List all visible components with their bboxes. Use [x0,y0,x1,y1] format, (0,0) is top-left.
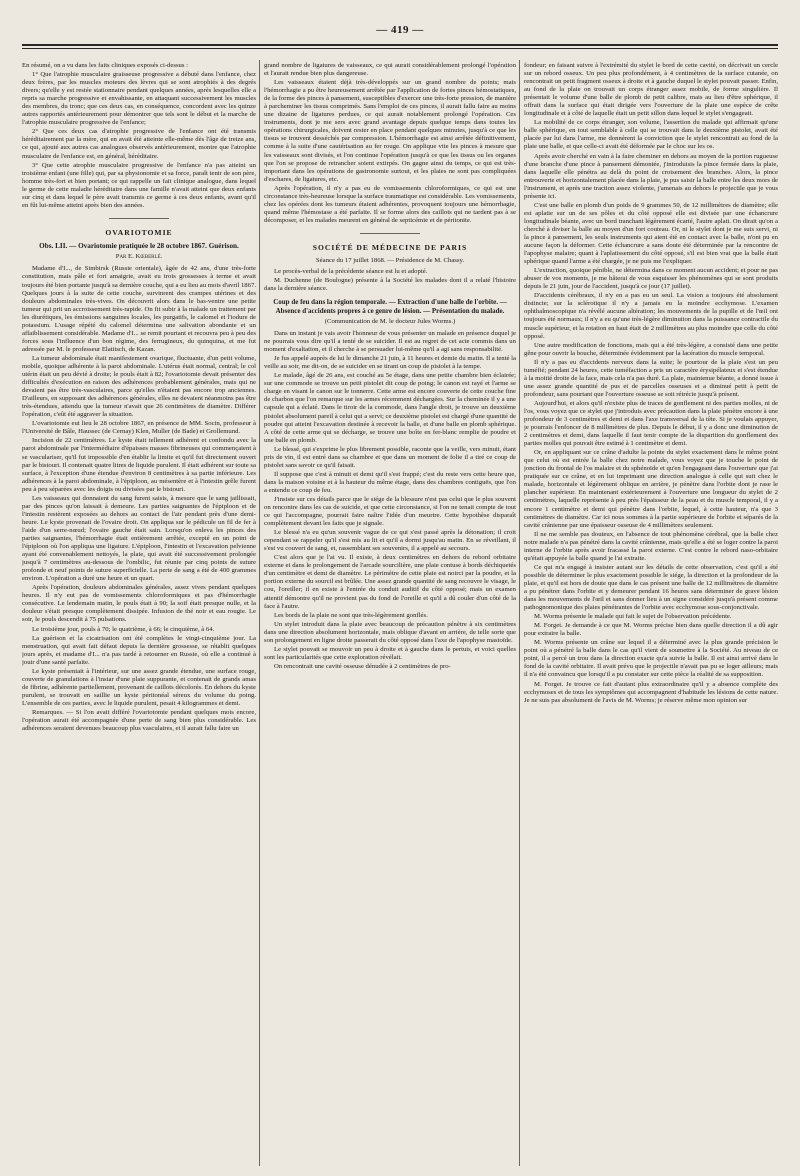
section-title: OVARIOTOMIE [105,227,173,237]
column-3 [524,62,778,1166]
session-paragraph: Le procès-verbal de la précédente séance est lu et adopté. [274,268,428,276]
observation-title: Obs. LII. — Ovariotomie pratiquée le 28 octobre 1867. Guérison. [39,241,239,250]
case-paragraph: J'insiste sur ces détails parce que le siége de la blessure n'est pas celui que le plus souvent on rencontre dans les cas de suicide, et que cette circonstance, si l'on ne tenait compte de tout ce qui l'accompagne, pourrait faire naître l'idée d'un meurtre. Cette hypothèse disparaît complètement devant les faits que je signale. [264,495,516,528]
article-paragraph: Les vaisseaux étaient déjà très-développés sur un grand nombre de points; mais l'hémorrhagie a pu être heureusement arrêtée par l'application de fortes pinces hémostatiques, de la forme des pinces à pansement, susceptibles d'exercer une très-forte pression, de manière à parcheminer les tissus comprimés. Sans l'emploi de ces pinces, il aurait fallu faire au moins une dizaine de ligatures perdues, ce qui aurait notablement prolongé l'opération. Ces instruments, dont je me sers avec grand avantage depuis quelque temps dans toutes les opérations chirurgicales, doivent rester en place pendant quelques minutes, jusqu'à ce que les tissus se trouvent desséchés par compression. L'hémorrhagie est ainsi arrêtée définitivement, comme à la suite d'une cautérisation au fer rouge. On applique vite les pinces à mesure que les vaisseaux sont divisés, et l'on continue l'opération jusqu'à ce que les tissus ou les organes que l'on se propose de retrancher soient extirpés. On gagne ainsi du temps, ce qui est très-important dans les opérations de gastronomie surtout, et les plaies ne sont pas compliquées d'eschares, de ligatures, etc. [264,79,516,183]
summary-point: 1° Que l'atrophie musculaire graisseuse progressive a débuté dans l'enfance, chez deux frères, par les muscles moteurs des lèvres qui se sont atrophiés à des degrés divers; qu'elle y est restée stationnaire pendant quelques années, après lesquelles elle a repris sa marche progressive et envahissante, en attaquant successivement les muscles des membres, du tronc; que ces deux cas, en conséquence, concordent avec les quinze autres rapportés antérieurement pour démontrer que tels sont le début et la marche de l'atrophie musculaire progressive de l'enfance; [22,71,256,127]
article-paragraph: Les vaisseaux qui donnaient du sang furent saisis, à mesure que le sang jaillissait, par des pinces qu'on laissait à demeure. Les parties saignantes de l'épiploon et de l'intestin restèrent exposées au dehors au contact de l'air pendant près d'une demi-heure. Le kyste provenait de l'ovaire droit. On appliqua sur le pédicule un fil de fer à l'aide d'un serre-nœud; l'ovaire gauche était sain. Lorsqu'on enleva les pinces des parties saignantes, l'hémorrhagie était entièrement arrêtée, excepté en un point de l'épiploon où l'on appliqua une ligature. L'épiploon, l'intestin et l'excavation pelvienne ayant été convenablement nettoyés, la plaie, qui avait été successivement prolongée jusqu'à 7 centimètres au-dessous de l'ombilic, fut réunie par cinq points de suture profonde et neuf points de suture superficielle. La perte de sang a été de 400 grammes environ. L'opération a duré une heure et un quart. [22,494,256,583]
column-divider-1 [259,60,260,1166]
separator-ornament [360,231,420,236]
summary-point: 3° Que cette atrophie musculaire progressive de l'enfance n'a pas atteint un troisième enfant (une fille) qui, par sa physionomie et sa force, paraît tenir de son père, homme très-fort et bien portant; ce qui rappelle un fait clinique analogue, dans lequel le germe de cette maladie héréditaire dans une famille n'avait atteint que deux enfants sur cinq et dans lequel le père avait transmis ce germe à ces deux enfants, avant qu'il en fût lui-même atteint après bien des années. [22,161,256,209]
case-paragraph: Il ne me semble pas douteux, en l'absence de tout phénomène cérébral, que la balle chez notre malade n'a pas pénétré dans la cavité crânienne, mais qu'elle a été se loger contre la paroi interne de l'orbite après avoir fracassé la paroi externe. C'est contre le rebord naso-orbitaire qu'était appuyée la balle quand je l'ai extraite. [524,530,778,562]
session-paragraph: M. Duchenne (de Boulogne) présente à la Société les malades dont il a relaté l'histoire dans la dernière séance. [264,277,516,293]
column-1 [22,62,256,1166]
discussion-paragraph: M. Forget. Je trouve ce fait d'autant plus extraordinaire qu'il y a absence complète des ecchymoses et de tous les symptômes qui accompagnent d'habitude les lésions de cette nature. Je ne suis pas absolument de l'avis de M. Worms; je réserve même mon opinion sur [524,680,778,704]
article-paragraph: La guérison et la cicatrisation ont été complètes le vingt-cinquième jour. La menstruation, qui avait fait défaut depuis la dernière grossesse, se rétablit quelques jours après, et madame d'I... n'a pas tardé à retourner en Russie, où elle a continué à jouir d'une santé parfaite. [22,634,256,666]
case-paragraph: Aujourd'hui, et alors qu'il n'existe plus de traces de gonflement ni des parties molles, ni de l'os, vous voyez que ce stylet que j'introduis avec précaution dans la plaie pénètre encore à une profondeur de 3 centimètres et demi et dans l'axe transversal de la tête. Si je voulais appuyer, je pourrais l'enfoncer de 8 millimètres de plus. Depuis le début, il y a donc une diminution de 2 centimètres et demi, dans laquelle il faut tenir compte de la disparition du gonflement des parties molles qui pouvait être estimé à 1 centimètre et demi. [524,399,778,448]
case-paragraph: Le blessé n'a eu qu'un souvenir vague de ce qui s'est passé après la détonation; il croit cependant se rappeler qu'il s'est mis au lit et qu'il a dormi jusqu'au matin. En se réveillant, il s'est vu couvert de sang, et, rassemblant ses souvenirs, il a appelé au secours. [264,529,516,553]
case-paragraph: Ce qui m'a engagé à insister autant sur les détails de cette observation, c'est qu'il a été possible de déterminer le plus exactement possible le siége, la direction et la profondeur de la plaie, et qu'il est hors de doute que dans le cas présent une balle de 12 millimètres de diamètre a pu pénétrer dans l'orbite et y demeurer pendant 16 heures sans déterminer de grave lésion dans les mouvements de l'œil et sans donner lieu à un signe considéré jusqu'à présent comme pathognomonique des plaies pénétrantes de l'orbite avec ecchymose sous-conjonctivale. [524,563,778,612]
article-byline: Par E. Kœberlé. [115,253,163,261]
case-paragraph: Il suppose que c'est à minuit et demi qu'il s'est frappé; c'est du reste vers cette heure que, dans la maison voisine et à la hauteur du même étage, dans des chambres contiguës, que l'on a entendu ce coup de feu. [264,470,516,494]
page-number: — 419 — [376,24,424,36]
case-paragraph: La mobilité de ce corps étranger, son volume, l'assertion du malade qui affirmait qu'une balle sphérique, en tout semblable à celle qui se trouvait dans le deuxième pistolet, avait été placée par lui dans l'arme, me donnèrent la conviction que le stylet rencontrait au fond de la plaie une balle, et que celle-ci avait été déformée par le choc sur les os. [524,119,778,151]
case-paragraph: C'est une balle en plomb d'un poids de 9 grammes 50, de 12 millimètres de diamètre; elle est aplatie sur un de ses pôles et du côté opposé elle est divisée par une échancrure longitudinale béante, avec un bord tranchant légèrement écarté, l'autre aplati. On dirait qu'on a cherché à diviser la balle au moyen d'un fort couteau. Or, ni le stylet dont je me suis servi, ni la pince à pansement, les seuls instruments qui aient été en contact avec la balle, n'ont pu en aucune façon la déformer. Cette échancrure a sans doute été déterminée par la rencontre de l'apophyse malaire; quant à l'aplatissement du côté opposé, s'il est bien vrai que la balle était sphérique quand l'arme a été chargée, je ne puis me l'expliquer. [524,201,778,266]
session-line: Séance du 17 juillet 1868. — Présidence de M. Chassy. [315,256,465,264]
communication-note: (Communication de M. le docteur Jules Worms.) [324,317,456,325]
case-paragraph: fondeur; en faisant suivre à l'extrémité du stylet le bord de cette cavité, on décrivait un cercle sur un rebord osseux. Un peu plus profondément, à 4 centimètres de la surface cutanée, on rencontrait un petit fragment osseux à droite et à gauche duquel le stylet pouvait passer. Enfin, au fond de la plaie on trouvait un corps étranger assez mobile, de forme singulière. Il présentait le volume d'une balle de plomb de petit calibre, mais au lieu d'être sphérique, il offrait dans la surface qui était dirigée vers l'ouverture de la plaie une espèce de crête longitudinale et à côté de laquelle était un petit sillon dans lequel le stylet s'engageait. [524,62,778,118]
case-paragraph: Le stylet pouvait se mouvoir un peu à droite et à gauche dans le pertuis, et voici quelles sont les particularités que cette exploration révélait. [264,645,516,661]
article-paragraph: Incision de 22 centimètres. Le kyste était tellement adhérent et confondu avec la paroi abdominale par l'intermédiaire d'épaisses masses fibrineuses qui commençaient à se vasculariser, qu'il fut impossible d'en établir la limite et qu'il fut directement ouvert par le bistouri. Il contenait quatre litres de liquide purulent. Il était adhérent sur toute sa surface, à l'exception d'une étendue d'environ 8 centimètres à sa partie inférieure. Les adhérences à la paroi abdominale, à l'épiploon, au mésentère et à l'intestin grêle furent peu à peu séparées avec les doigts ou divisées par le bistouri. [22,437,256,493]
case-paragraph: D'accidents cérébraux, il n'y en a pas eu un seul. La vision a toujours été absolument distincte; sur la sclérotique il n'y a jamais eu la moindre ecchymose. L'examen ophthalmoscopique n'a révélé aucune altération; les mouvements de la pupille et de l'œil ont toujours été normaux; il n'y a eu qu'une très-légère diminution dans la puissance contractile du muscle supérieur, et la rotation en haut était de 2 millimètres au plus moindre que celle du côté opposé. [524,292,778,340]
society-title: SOCIÉTÉ DE MÉDECINE DE PARIS [312,242,468,252]
separator-ornament [109,216,169,221]
article-paragraph: La tumeur abdominale était manifestement ovarique, fluctuante, d'un petit volume, mobile, quoique adhérente à la paroi abdominale. L'utérus était normal, central; le col utérin était un peu dévié à droite; le pouls était à 82; l'ovariotomie devait présenter des difficultés d'exécution en raison des adhérences probablement générales, mais qui ne devaient pas être très-vasculaires, parce qu'elles n'étaient pas encore trop anciennes. D'ailleurs, en supposant des adhérences générales, elles ne devaient néanmoins pas être très-étendues, attendu que la tumeur n'avait que 26 centimètres de diamètre. Différer l'opération, c'eût été aggraver la situation. [22,354,256,419]
column-divider-2 [519,60,520,1166]
case-title: Coup de feu dans la région temporale. — Extraction d'une balle de l'orbite. — Absence d'accidents propres à ce genre de lésion. — Présentation du malade. [273,298,507,315]
header-rule-thick [22,44,778,46]
discussion-paragraph: M. Forget. Je demande à ce que M. Worms précise bien dans quelle direction il a dû agir pour extraire la balle. [524,622,778,638]
case-paragraph: Un stylet introduit dans la plaie avec beaucoup de précaution pénètre à six centimètres dans une direction absolument horizontale, mais oblique d'avant en arrière, de telle sorte que son prolongement en ligne droite passerait du côté opposé dans l'axe de l'apophyse mastoïde. [264,620,516,644]
header-rule-thin [22,48,778,49]
article-paragraph: Le kyste présentait à l'intérieur, sur une assez grande étendue, une surface rouge, couverte de granulations à l'instar d'une plaie suppurante, et contenait de grands amas de fibrine, adhérente partiellement, provenant de caillots décolorés. En dehors du kyste purulent, se trouvait en saillie un kyste péritonéal séreux du volume du poing. L'ensemble de ces parties, avec le liquide purulent, pesait 4 kilogrammes et demi. [22,667,256,707]
article-paragraph: L'ovariotomie eut lieu le 28 octobre 1867, en présence de MM. Socin, professeur à l'Université de Bâle, Haussec (de Cernay) Klen, Muller (de Bade) et Grollemund. [22,420,256,436]
article-paragraph: Madame d'I..., de Simbirsk (Russie orientale), âgée de 42 ans, d'une très-forte constitution, mais pâle et fort amaigrie, avait eu trois grossesses à terme et avait toujours été bien portante jusqu'à sa dernière couche, qui a eu lieu au mois d'avril 1867. Quelques jours à la suite de cette couche, survinrent des crampes utérines et des douleurs abdominales très-vives. On découvrit alors dans le bas-ventre une petite tumeur qui prit un accroissement très-rapide. On fit subir à la malade un traitement par les diurétiques, les émissions sanguines locales, les purgatifs, le calomel et l'iodure de potassium. L'usage répété du calomel détermina une salivation abondante et un affaiblissement considérable. Madame d'I... se remit pourtant et recouvra peu à peu des forces sous l'influence d'un bon régime, des ferrugineux, du quinquina, et me fut adressée par M. le professeur Elatitsch, de Kazan. [22,265,256,353]
case-paragraph: Je fus appelé auprès de lui le dimanche 21 juin, à 11 heures et demie du matin. Il a tenté la veille au soir, me dit-on, de se suicider en se tirant un coup de pistolet à la tempe. [264,355,516,371]
article-paragraph: Après l'opération, il n'y a pas eu de vomissements chloroformiques, ce qui est une circonstance très-heureuse lorsque la surface traumatique est considérable. Les vomissements, chez les opérées dont les tumeurs étaient adhérentes, provoquent toujours une hémorrhagie, quand même l'hémostase a été parfaite. Il se forme alors des caillots qui ne tardent pas à se décomposer, et les malades meurent en général de septicémie et de péritonite. [264,184,516,224]
summary-point: 2° Que ces deux cas d'atrophie progressive de l'enfance ont été transmis héréditairement par la mère, qui en avait été atteinte elle-même dès l'âge de treize ans, ce qui, ajouté aux autres cas analogues observés antérieurement, montre que l'atrophie musculaire de l'enfance est, en général, héréditaire. [22,128,256,160]
summary-intro: En résumé, on a vu dans les faits cliniques exposés ci-dessus : [22,62,189,69]
case-paragraph: On rencontrait une cavité osseuse dénudée à 2 centimètres de pro- [274,662,451,670]
case-paragraph: Or, en appliquant sur ce crâne d'adulte la pointe du stylet exactement dans le même point que celui où est entrée la balle chez notre malade, vous voyez que je touche le point de jonction du frontal de l'os malaire et du sphénoïde et qu'en l'engageant dans l'ouverture que j'ai pratiquée sur ce crâne, et en lui imprimant une direction analogue à celle qui suit chez le malade, horizontale et légèrement oblique en arrière, je pénètre dans l'orbite dont je rase le plancher supérieur. En maintenant extérieurement à l'ouverture une longueur du stylet de 2 centimètres, laquelle représente à peu près l'épaisseur de la peau et du muscle temporal, il y a encore 1 centimètre et demi qui pénètre dans l'orbite, lequel, à cette hauteur, n'a que 3 centimètres de diamètre. Car ici nous sommes à la partie supérieure de l'orbite et séparés de la cavité crânienne par une épaisseur osseuse de 4 millimètres seulement. [524,449,778,529]
discussion-paragraph: M. Worms présente le malade qui fait le sujet de l'observation précédente. [534,613,732,621]
discussion-paragraph: M. Worms présente un crâne sur lequel il a déterminé avec la plus grande précision le point où a pénétré la balle dans le cas qu'il vient de soumettre à la Société. Au niveau de ce point, il a percé un trou dans la direction exacte qu'a suivie la balle. Il est ainsi arrivé dans le fond de la cavité orbitaire. Il avait prévu que le projectile n'avait pas pu se loger ailleurs; mais il n'a été convaincu que lorsqu'il a pu constater sur cette pièce la réalité de sa supposition. [524,639,778,679]
case-paragraph: Il n'y a pas eu d'accidents nerveux dans la suite; le pourtour de la plaie s'est un peu tuméfié; pendant 24 heures, cette tuméfaction a pris un caractère érysipélateux et s'est étendue à la moitié droite de la face, mais cela n'a pas duré. La plaie, maintenue béante, a donné issue à une assez grande quantité de pus et de parcelles osseuses et a diminué petit à petit de profondeur, sans pourtant que l'ouverture osseuse se soit rétrécie jusqu'à présent. [524,358,778,398]
case-paragraph: C'est alors que je l'ai vu. Il existe, à deux centimètres en dehors du rebord orbitaire externe et dans le prolongement de l'arcade sourcilière, une plaie contuse à bords déchiquetés d'un centimètre et demi de diamètre. Le périmètre de cette plaie est noirci par la poudre, et la portion externe du sourcil est brûlée. Une assez grande quantité de sang recouvre le visage, le cou, l'oreiller; il en existe à l'entrée du conduit auditif du côté opposé; mais un examen attentif démontre qu'il ne provient pas du fond de l'oreille et qu'il a dû couler d'un côté de la face à l'autre. [264,554,516,610]
article-paragraph: Le troisième jour, pouls à 70; le quatrième, à 66; le cinquième, à 64. [32,625,215,633]
article-paragraph: grand nombre de ligatures de vaisseaux, ce qui aurait considérablement prolongé l'opération et l'aurait rendue bien plus dangereuse. [264,62,516,78]
case-paragraph: Les bords de la plaie ne sont que très-légèrement gonflés. [274,611,428,619]
case-paragraph: Le malade, âgé de 26 ans, est couché au 5e étage, dans une petite chambre bien éclairée; sur une commode se trouve un petit pistolet dit coup de poing; le canon est rayé et l'arme se charge en visant le canon sur le tonnerre. Cette arme est encore couverte de cette couche fine de charbon que l'on remarque sur les armes récemment déchargées. Sur la cheminée il y a une capsule qui a éclaté. Dans le tiroir de la commode, dans l'angle droit, je trouve un deuxième pistolet absolument pareil à celui qui a servi; ce deuxième pistolet est chargé d'une quantité de poudre qui atteint l'excavation destinée à recevoir la balle, et d'une balle en plomb sphérique. A côté de cette arme qui se décharge, se trouve une boîte en fer-blanc remplie de poudre et une balle en plomb. [264,372,516,444]
case-paragraph: Dans un instant je vais avoir l'honneur de vous présenter un malade en présence duquel je ne pourrais vous dire qu'il a tenté de se suicider. Il est au regret de cet acte commis dans un moment d'exaltation, et il cherche à se persuader lui-même qu'il a agi sans responsabilité. [264,330,516,354]
case-paragraph: Après avoir cherché en vain à la faire cheminer en dehors au moyen de la portion rugueuse d'une branche d'une pince à pansement démontée, j'introduisis la pince fermée dans la plaie, dans laquelle elle pénétra au delà du point de croisement des branches. Alors, la pince entrouverte et horizontalement placée dans la plaie, je pus saisir la balle entre les deux mors de l'instrument, et après une traction assez violente, j'amenais au dehors le projectile que je vous présente ici. [524,152,778,200]
article-paragraph: Après l'opération, douleurs abdominales générales, assez vives pendant quelques heures. Il n'y eut pas de vomissements chloroformiques et pas d'hémorrhagie consécutive. Le lendemain matin, le pouls était à 90; la soif était presque nulle, et la douleur s'était presque complètement dissipée. Infusion de thé noir et eau rougie. Le soir, le pouls descendit à 75 pulsations. [22,584,256,624]
column-2 [264,62,516,1166]
case-paragraph: Une autre modification de fonctions, mais qui a été très-légère, a consisté dans une petite gêne pour ouvrir la bouche, déterminée évidemment par la lacération du muscle temporal. [524,341,778,357]
case-paragraph: Le blessé, qui s'exprime le plus librement possible, raconte que la veille, vers minuit, étant pris de vin, il est entré dans sa chambre et que dans un moment de folie il a tiré ce coup de pistolet sans savoir ce qu'il faisait. [264,445,516,469]
remarks-paragraph: Remarques. — Si l'on avait différé l'ovariotomie pendant quelques mois encore, l'opération aurait été accompagnée d'une perte de sang bien plus considérable. Les adhérences seraient devenues beaucoup plus vasculaires, et il aurait fallu faire un [22,708,256,733]
page-header [22,22,778,52]
case-paragraph: L'extraction, quoique pénible, ne détermina dans ce moment aucun accident; et pour ne pas abuser de vos moments, je me hâterai de vous esquisser les phénomènes qui se sont produits depuis le 21 juin, jour de l'accident, jusqu'à ce jour (17 juillet). [524,267,778,291]
